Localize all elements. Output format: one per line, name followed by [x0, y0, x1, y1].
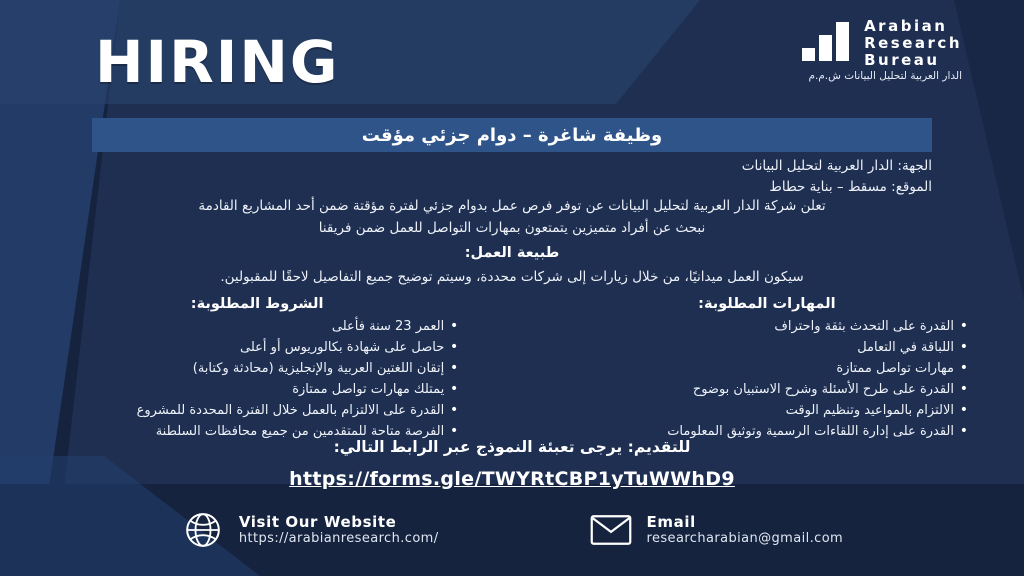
nature-heading: طبيعة العمل: — [464, 245, 560, 261]
nature-text: سيكون العمل ميدانيًا، من خلال زيارات إلى شركات محددة، وسيتم توضيح جميع التفاصيل لاحقًا للمقبولين. — [220, 269, 804, 286]
nature-of-work — [0, 242, 1024, 289]
intro-line-1: تعلن شركة الدار العربية لتحليل البيانات عن توفر فرص عمل بدوام جزئي لفترة مؤقتة ضمن أحد المشاريع القادمة — [198, 198, 826, 214]
logo-arabic-name: الدار العربية لتحليل البيانات ش.م.م — [808, 70, 962, 82]
intro-line-2: نبحث عن أفراد متميزين يتمتعون بمهارات التواصل للعمل ضمن فريقنا — [318, 219, 706, 236]
logo-wordmark — [864, 18, 962, 68]
application-form-link[interactable]: https://forms.gle/TWYRtCBP1yTuWWhD9 — [289, 468, 735, 490]
logo-line-3: Bureau — [864, 50, 940, 69]
skills-column — [550, 296, 984, 442]
logo-line-2: Research — [864, 33, 962, 52]
list-item: • القدرة على الالتزام بالعمل خلال الفترة المحددة للمشروع — [40, 400, 456, 421]
headline-hiring: HIRING — [95, 28, 340, 96]
job-title-bar — [92, 118, 932, 152]
list-item: • يمتلك مهارات تواصل ممتازة — [40, 379, 456, 400]
meta-location: الموقع: مسقط – بناية حطاط — [769, 178, 932, 195]
footer-website-label: Visit Our Website — [238, 512, 397, 531]
list-item: • اللباقة في التعامل — [550, 337, 966, 358]
logo-bars-icon — [802, 22, 852, 68]
apply-heading: للتقديم: يرجى تعبئة النموذج عبر الرابط التالي: — [333, 438, 691, 456]
requirements-column — [40, 296, 474, 442]
footer-website[interactable] — [181, 510, 439, 550]
skills-heading: المهارات المطلوبة: — [698, 296, 836, 312]
list-item: • القدرة على إدارة اللقاءات الرسمية وتوثيق المعلومات — [550, 421, 966, 442]
footer-email-text — [647, 513, 844, 548]
requirements-list — [40, 316, 474, 442]
envelope-icon — [589, 510, 633, 550]
list-item: • العمر 23 سنة فأعلى — [40, 316, 456, 337]
requirements-heading: الشروط المطلوبة: — [190, 296, 324, 312]
details-columns — [40, 296, 984, 442]
list-item: • مهارات تواصل ممتازة — [550, 358, 966, 379]
footer-email-label: Email — [646, 512, 696, 531]
job-meta — [742, 156, 932, 198]
list-item: • الفرصة متاحة للمتقدمين من جميع محافظات السلطنة — [40, 421, 456, 442]
globe-icon — [181, 510, 225, 550]
footer-email-value: researcharabian@gmail.com — [646, 531, 844, 547]
job-title: وظيفة شاغرة – دوام جزئي مؤقت — [361, 124, 663, 146]
list-item: • حاصل على شهادة بكالوريوس أو أعلى — [40, 337, 456, 358]
footer-website-text — [239, 513, 439, 548]
list-item: • إتقان اللغتين العربية والإنجليزية (محادثة وكتابة) — [40, 358, 456, 379]
meta-entity: الجهة: الدار العربية لتحليل البيانات — [741, 158, 932, 174]
footer-website-value: https://arabianresearch.com/ — [238, 531, 439, 547]
footer-email[interactable] — [589, 510, 844, 550]
skills-list — [550, 316, 984, 442]
intro-paragraph — [0, 196, 1024, 239]
logo-line-1: Arabian — [864, 17, 948, 35]
list-item: • القدرة على التحدث بثقة واحتراف — [550, 316, 966, 337]
company-logo — [802, 18, 962, 68]
list-item: • الالتزام بالمواعيد وتنظيم الوقت — [550, 400, 966, 421]
footer — [0, 484, 1024, 576]
list-item: • القدرة على طرح الأسئلة وشرح الاستبيان بوضوح — [550, 379, 966, 400]
